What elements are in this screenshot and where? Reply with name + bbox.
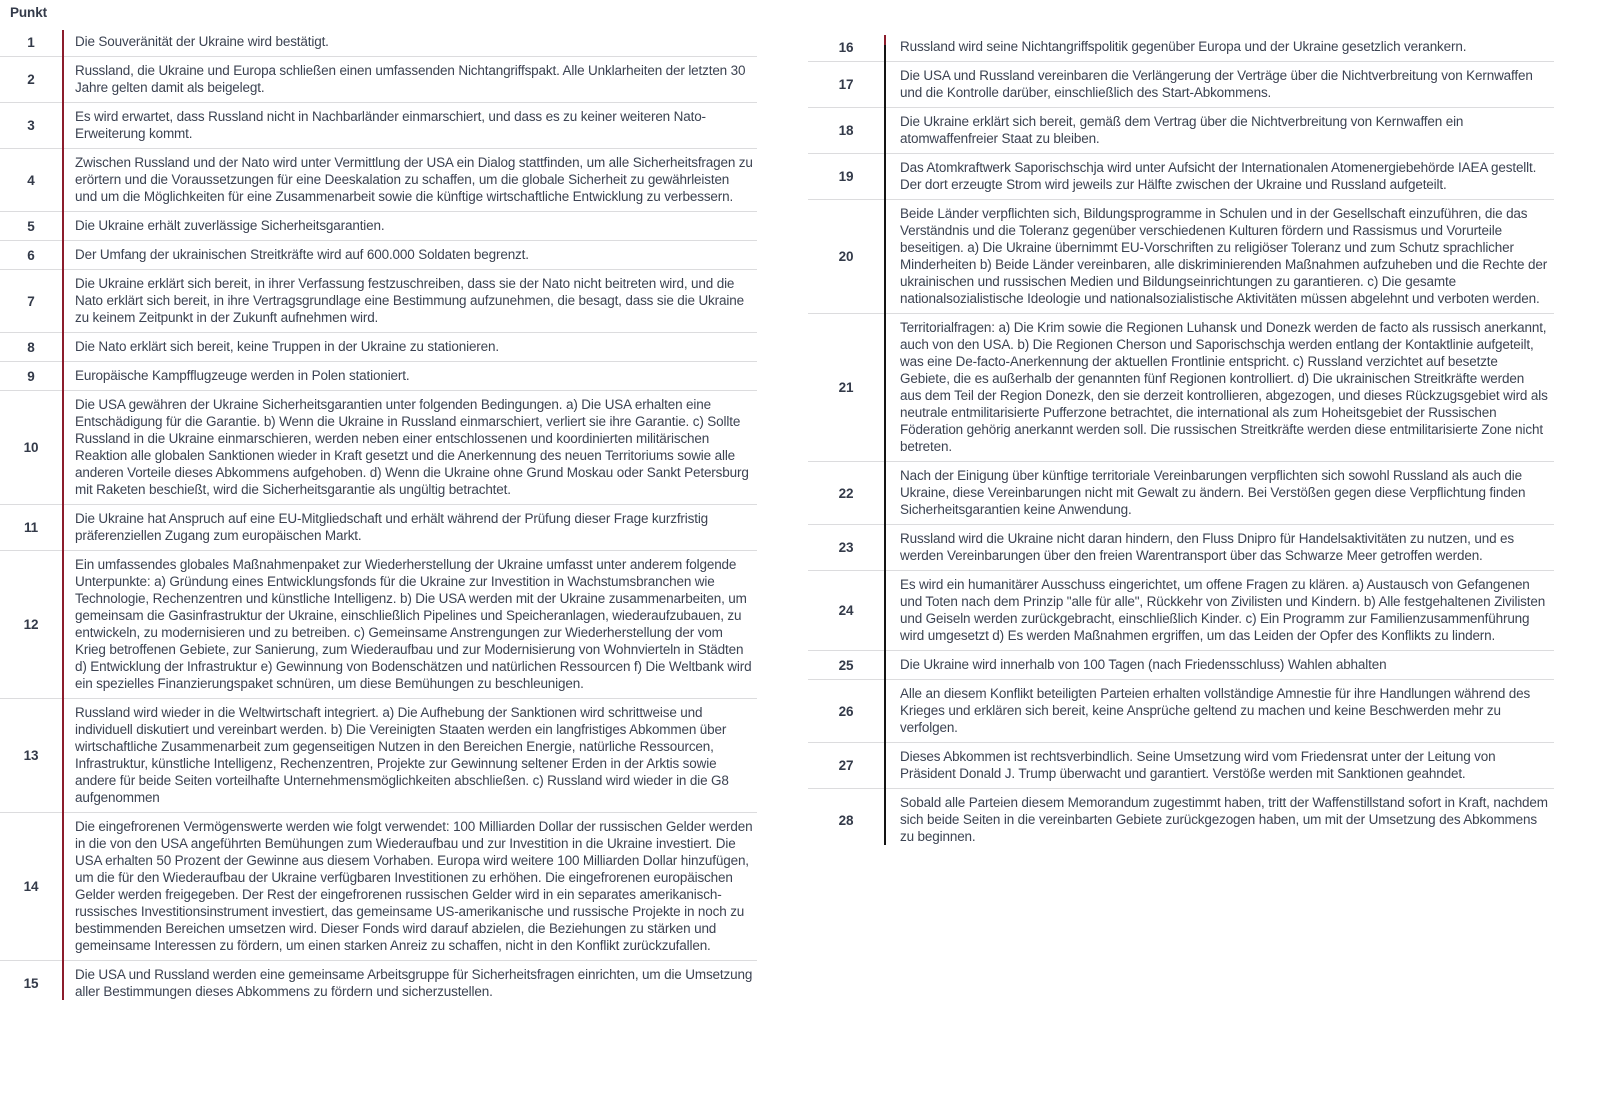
- point-number: 9: [27, 368, 35, 384]
- table-row: [808, 199, 1554, 313]
- point-number: 1: [27, 34, 35, 50]
- table-rows-right: [808, 33, 1554, 851]
- point-text: Die Nato erklärt sich bereit, keine Truppen in der Ukraine zu stationieren.: [75, 339, 499, 354]
- point-text: Russland wird seine Nichtangriffspolitik gegenüber Europa und der Ukraine gesetzlich verankern.: [900, 39, 1467, 54]
- point-text: Die USA und Russland vereinbaren die Verlängerung der Verträge über die Nichtverbreitung von Kernwaffen und die Kontrolle darüber, einschließlich des Start-Abkommens.: [900, 68, 1533, 100]
- point-number: 4: [27, 172, 35, 188]
- point-text: Territorialfragen: a) Die Krim sowie die Regionen Luhansk und Donezk werden de facto als russisch anerkannt, auch von den USA. b) Die Regionen Cherson und Saporischschja werden entlang der Kontaktlinie aufgeteilt, was eine De-facto-Anerkennung der aktuellen Frontlinie entspricht. c) Russland verzichtet auf besetzte Gebiete, die es außerhalb der genannten fünf Regionen kontrolliert. d) Die ukrainischen Streitkräfte werden aus dem Teil der Region Donezk, den sie derzeit kontrollieren, abgezogen, und dieses Rückzugsgebiet wird als neutrale entmilitarisierte Pufferzone betrachtet, die international als zum Hoheitsgebiet der Russischen Föderation gehörig anerkannt werden soll. Die russischen Streitkräfte werden diese entmilitarisierte Zone nicht betreten.: [900, 320, 1548, 454]
- table-row: [808, 61, 1554, 107]
- point-text: Die Ukraine hat Anspruch auf eine EU-Mitgliedschaft und erhält während der Prüfung dieser Frage kurzfristig präferenziellen Zugang zum europäischen Markt.: [75, 511, 709, 543]
- point-number: 28: [838, 812, 854, 828]
- point-text: Die Ukraine erklärt sich bereit, in ihrer Verfassung festzuschreiben, dass sie der Nato nicht beitreten wird, und die Nato erklärt sich bereit, in ihre Vertragsgrundlage eine Bestimmung aufzunehmen, die besagt, dass sie die Ukraine zu keinem Zeitpunkt in der Zukunft aufnehmen wird.: [75, 276, 744, 325]
- table-row: [808, 107, 1554, 153]
- table-row: [808, 461, 1554, 524]
- point-number: 11: [23, 520, 39, 535]
- point-number: 14: [23, 879, 39, 894]
- table-row: [0, 148, 757, 211]
- point-text: Das Atomkraftwerk Saporischschja wird unter Aufsicht der Internationalen Atomenergiebehörde IAEA gestellt. Der dort erzeugte Strom wird jeweils zur Hälfte zwischen der Ukraine und Russland aufgeteilt.: [900, 160, 1537, 192]
- point-number: 12: [23, 617, 39, 632]
- point-text: Europäische Kampfflugzeuge werden in Polen stationiert.: [75, 368, 410, 383]
- points-table-right: [808, 0, 1554, 851]
- table-row: [0, 240, 757, 269]
- table-row: [0, 698, 757, 812]
- table-row: [808, 524, 1554, 570]
- table-row: [808, 679, 1554, 742]
- table-row: [808, 788, 1554, 851]
- point-text: Die eingefrorenen Vermögenswerte werden wie folgt verwendet: 100 Milliarden Dollar der russischen Gelder werden in die von den USA angeführten Bemühungen zum Wiederaufbau und zur Investition in die Ukraine investiert. Die USA erhalten 50 Prozent der Gewinne aus diesem Vorhaben. Europa wird weitere 100 Milliarden Dollar hinzufügen, um die für den Wiederaufbau der Ukraine verfügbaren Investitionen zu erhöhen. Die eingefrorenen europäischen Gelder werden freigegeben. Der Rest der eingefrorenen russischen Gelder wird in ein separates amerikanisch-russisches Investitionsinstrument investiert, das gemeinsame US-amerikanische und russische Projekte in noch zu bestimmenden Bereichen umsetzen wird. Dieser Fonds wird darauf abzielen, die Beziehungen zu stärken und gemeinsame Interessen zu fördern, um einen starken Anreiz zu schaffen, nicht in den Konflikt zurückzufallen.: [75, 819, 753, 953]
- table-row: [808, 313, 1554, 461]
- column-header-punkt: Punkt: [10, 5, 48, 20]
- point-number: 24: [838, 603, 854, 618]
- table-row: [808, 650, 1554, 679]
- point-number: 25: [838, 657, 854, 673]
- point-text: Nach der Einigung über künftige territoriale Vereinbarungen verpflichten sich sowohl Russland als auch die Ukraine, diese Vereinbarungen nicht mit Gewalt zu ändern. Bei Verstößen gegen diese Verpflichtung finden Sicherheitsgarantien keine Anwendung.: [900, 468, 1526, 517]
- point-text: Die Ukraine erklärt sich bereit, gemäß dem Vertrag über die Nichtverbreitung von Kernwaffen ein atomwaffenfreier Staat zu bleiben.: [900, 114, 1464, 146]
- point-text: Zwischen Russland und der Nato wird unter Vermittlung der USA ein Dialog stattfinden, um alle Sicherheitsfragen zu erörtern und die Voraussetzungen für eine Deeskalation zu schaffen, um die globale Sicherheit zu gewährleisten und um die Möglichkeiten für eine Zusammenarbeit sowie die künftige wirtschaftliche Entwicklung zu verbessern.: [75, 155, 753, 204]
- point-number: 5: [27, 218, 35, 234]
- point-number: 10: [23, 440, 39, 455]
- point-text: Die Ukraine erhält zuverlässige Sicherheitsgarantien.: [75, 218, 385, 233]
- table-row: [0, 28, 757, 56]
- point-number: 6: [27, 247, 35, 263]
- point-number: 26: [838, 703, 854, 719]
- point-number: 15: [23, 976, 39, 991]
- point-number: 3: [27, 118, 35, 133]
- table-row: [0, 960, 757, 1006]
- point-number: 18: [838, 123, 854, 138]
- point-number: 8: [27, 339, 35, 355]
- table-row: [0, 812, 757, 960]
- table-row: [0, 550, 757, 698]
- point-number: 7: [27, 293, 35, 309]
- point-text: Es wird ein humanitärer Ausschuss eingerichtet, um offene Fragen zu klären. a) Austausch von Gefangenen und Toten nach dem Prinzip "alle für alle", Rückkehr von Zivilisten und Kindern. b) Alle festgehaltenen Zivilisten und Geiseln werden zurückgebracht, einschließlich Kinder. c) Ein Programm zur Familienzusammenführung wird umgesetzt d) Es werden Maßnahmen ergriffen, um das Leiden der Opfer des Konflikts zu lindern.: [900, 577, 1546, 643]
- point-text: Dieses Abkommen ist rechtsverbindlich. Seine Umsetzung wird vom Friedensrat unter der Leitung von Präsident Donald J. Trump überwacht und garantiert. Verstöße werden mit Sanktionen geahndet.: [900, 749, 1496, 781]
- point-text: Die USA gewähren der Ukraine Sicherheitsgarantien unter folgenden Bedingungen. a) Die USA erhalten eine Entschädigung für die Garantie. b) Wenn die Ukraine in Russland einmarschiert, verliert sie ihre Garantie. c) Sollte Russland in die Ukraine einmarschieren, werden neben einer entschlossenen und koordinierten militärischen Reaktion alle globalen Sanktionen wieder in Kraft gesetzt und die Anerkennung des neuen Territoriums sowie alle anderen Vorteile dieses Abkommens aufgehoben. d) Wenn die Ukraine ohne Grund Moskau oder Sankt Petersburg mit Raketen beschießt, wird die Sicherheitsgarantie als ungültig betrachtet.: [75, 397, 749, 497]
- point-number: 16: [838, 39, 854, 55]
- table-row: [0, 211, 757, 240]
- table-row: [0, 56, 757, 102]
- point-text: Ein umfassendes globales Maßnahmenpaket zur Wiederherstellung der Ukraine umfasst unter anderem folgende Unterpunkte: a) Gründung eines Entwicklungsfonds für die Ukraine zur Investition in Wachstumsbranchen wie Technologie, Rechenzentren und künstliche Intelligenz. b) Die USA werden mit der Ukraine zusammenarbeiten, um gemeinsam die Gasinfrastruktur der Ukraine, einschließlich Pipelines und Speicheranlagen, wiederaufzubauen, zu entwickeln, zu modernisieren und zu betreiben. c) Gemeinsame Anstrengungen zur Wiederherstellung der vom Krieg betroffenen Gebiete, zur Sanierung, zum Wiederaufbau und zur Modernisierung von Wohnvierteln in Städten d) Entwicklung der Infrastruktur e) Gewinnung von Bodenschätzen und natürlichen Ressourcen f) Die Weltbank wird ein spezielles Finanzierungspaket schnüren, um diese Bemühungen zu beschleunigen.: [75, 557, 752, 691]
- point-text: Der Umfang der ukrainischen Streitkräfte wird auf 600.000 Soldaten begrenzt.: [75, 247, 529, 262]
- table-row: [808, 153, 1554, 199]
- table-row: [0, 269, 757, 332]
- point-text: Es wird erwartet, dass Russland nicht in Nachbarländer einmarschiert, und dass es zu keiner weiteren Nato-Erweiterung kommt.: [75, 109, 706, 141]
- point-number: 23: [838, 540, 854, 555]
- table-row: [808, 742, 1554, 788]
- table-row: [0, 332, 757, 361]
- point-text: Die Ukraine wird innerhalb von 100 Tagen (nach Friedensschluss) Wahlen abhalten: [900, 657, 1387, 672]
- point-text: Beide Länder verpflichten sich, Bildungsprogramme in Schulen und in der Gesellschaft einzuführen, die das Verständnis und die Toleranz gegenüber verschiedenen Kulturen fördern und Rassismus und Vorurteile beseitigen. a) Die Ukraine übernimmt EU-Vorschriften zu religiöser Toleranz und zum Schutz sprachlicher Minderheiten b) Beide Länder vereinbaren, alle diskriminierenden Maßnahmen aufzuheben und die Rechte der ukrainischen und russischen Medien und Bildungseinrichtungen zu garantieren. c) Die gesamte nationalsozialistische Ideologie und nationalsozialistische Aktivitäten müssen abgelehnt und verboten werden.: [900, 206, 1548, 306]
- point-number: 21: [838, 380, 854, 395]
- table-row: [0, 361, 757, 390]
- point-number: 20: [838, 249, 854, 264]
- point-number: 13: [23, 748, 39, 763]
- table-row: [808, 33, 1554, 61]
- point-text: Die USA und Russland werden eine gemeinsame Arbeitsgruppe für Sicherheitsfragen einrichten, um die Umsetzung aller Bestimmungen dieses Abkommens zu fördern und sicherzustellen.: [75, 967, 753, 999]
- table-row: [0, 102, 757, 148]
- point-text: Russland wird die Ukraine nicht daran hindern, den Fluss Dnipro für Handelsaktivitäten zu nutzen, und es werden Vereinbarungen über den freien Warentransport über das Schwarze Meer getroffen werden.: [900, 531, 1514, 563]
- table-row: [0, 504, 757, 550]
- table-rows-left: [0, 28, 757, 1006]
- point-text: Sobald alle Parteien diesem Memorandum zugestimmt haben, tritt der Waffenstillstand sofort in Kraft, nachdem sich beide Seiten in die vereinbarten Gebiete zurückgezogen haben, um mit der Umsetzung des Abkommens zu beginnen.: [900, 795, 1548, 844]
- points-table-left: [0, 0, 757, 1006]
- point-number: 19: [838, 169, 854, 184]
- point-text: Russland, die Ukraine und Europa schließen einen umfassenden Nichtangriffspakt. Alle Unklarheiten der letzten 30 Jahre gelten damit als beigelegt.: [75, 63, 746, 95]
- point-number: 2: [27, 72, 35, 87]
- table-row: [808, 570, 1554, 650]
- point-number: 22: [838, 485, 854, 501]
- point-number: 17: [838, 77, 854, 92]
- vertical-rule-right: [884, 35, 886, 845]
- vertical-rule-left: [62, 30, 64, 1000]
- point-text: Russland wird wieder in die Weltwirtschaft integriert. a) Die Aufhebung der Sanktionen wird schrittweise und individuell diskutiert und vereinbart werden. b) Die Vereinigten Staaten werden ein langfristiges Abkommen über wirtschaftliche Zusammenarbeit zum gegenseitigen Nutzen in den Bereichen Energie, natürliche Ressourcen, Infrastruktur, künstliche Intelligenz, Rechenzentren, Projekte zur Gewinnung seltener Erden in der Arktis sowie andere für beide Seiten vorteilhafte Unternehmensmöglichkeiten abschließen. c) Russland wird wieder in die G8 aufgenommen: [75, 705, 729, 805]
- point-text: Alle an diesem Konflikt beteiligten Parteien erhalten vollständige Amnestie für ihre Handlungen während des Krieges und erklären sich bereit, keine Ansprüche geltend zu machen und keine Beschwerden mehr zu verfolgen.: [900, 686, 1531, 735]
- point-number: 27: [838, 758, 854, 773]
- table-row: [0, 390, 757, 504]
- point-text: Die Souveränität der Ukraine wird bestätigt.: [75, 34, 329, 49]
